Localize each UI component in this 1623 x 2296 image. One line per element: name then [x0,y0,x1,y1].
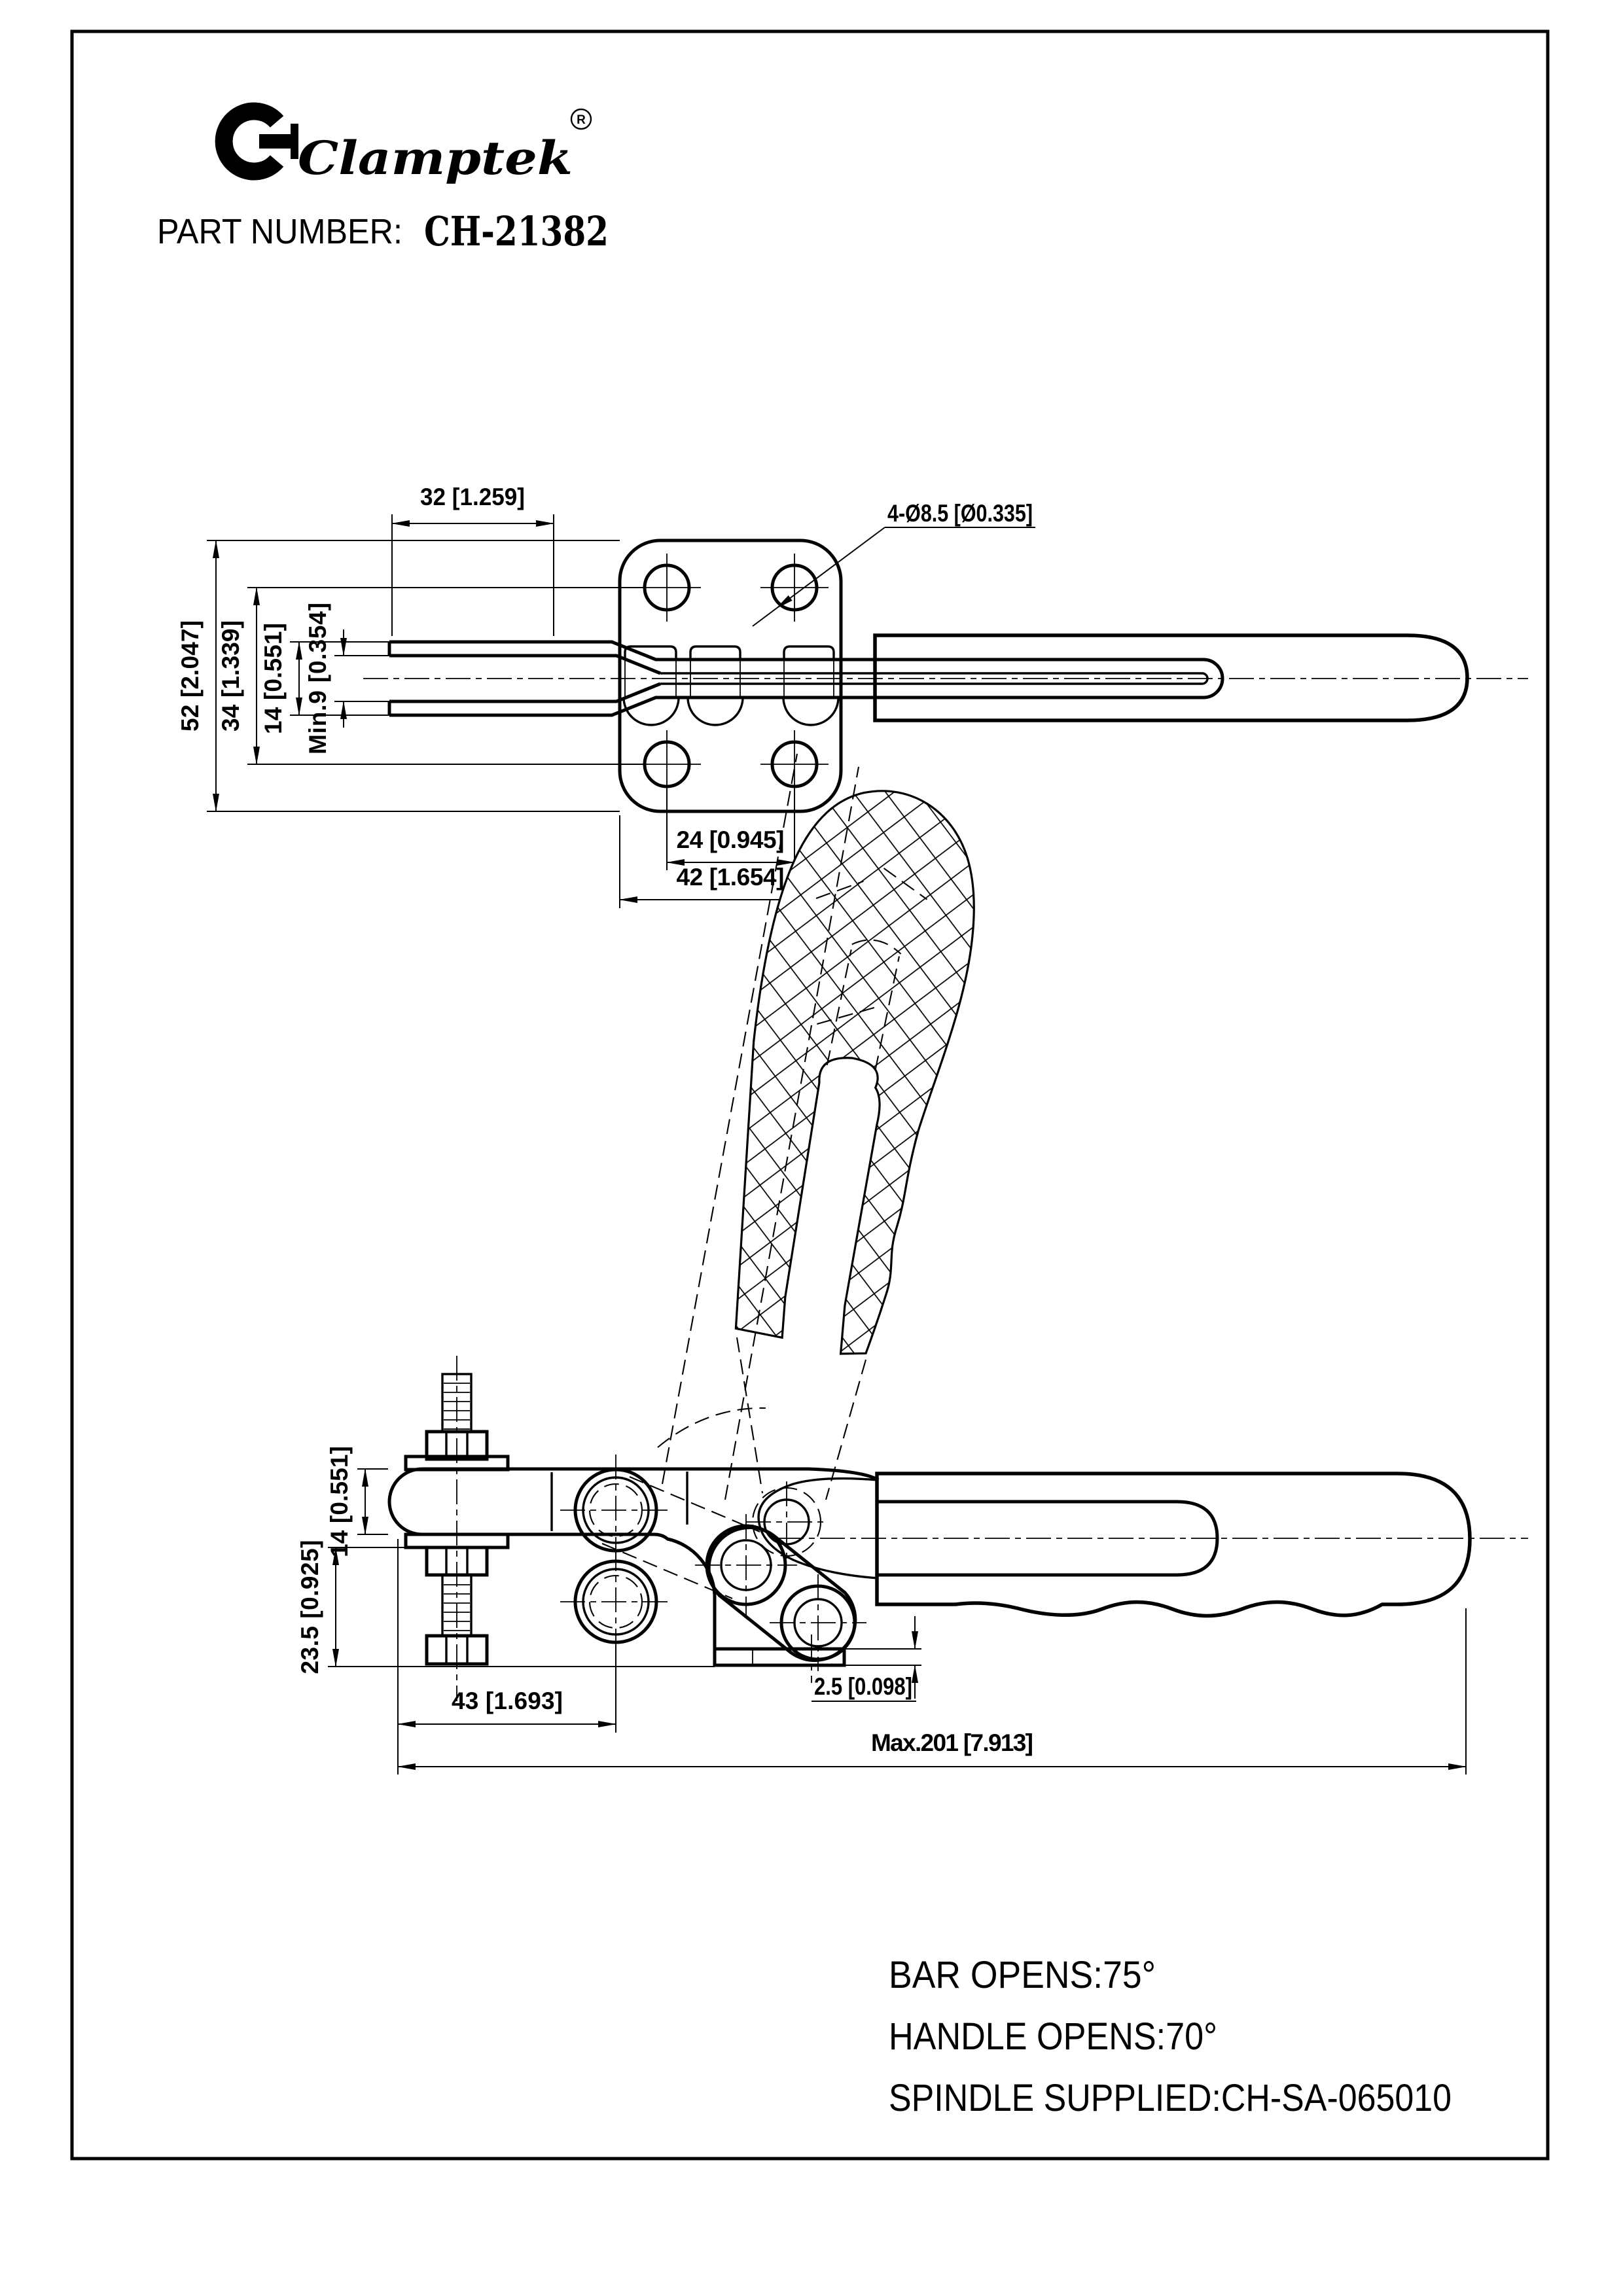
dim-14-top: 14 [0.551] [260,623,287,734]
dim-23-5: 23.5 [0.925] [296,1540,323,1674]
dim-32: 32 [1.259] [420,484,525,510]
part-number-label: PART NUMBER: [157,212,402,251]
note-bar-opens: BAR OPENS:75° [889,1954,1156,1996]
part-number-value: CH-21382 [424,207,609,255]
brand-text: Clamptek [298,131,573,185]
dim-24: 24 [0.945] [676,826,785,853]
dim-max-201: Max.201 [7.913] [871,1729,1033,1756]
dim-min9: Min.9 [0.354] [304,603,331,754]
dim-holes: 4-Ø8.5 [Ø0.335] [887,500,1033,527]
registered-mark: R [577,113,586,127]
dim-14-side: 14 [0.551] [326,1446,353,1557]
note-spindle-supplied: SPINDLE SUPPLIED:CH-SA-065010 [889,2077,1452,2119]
dim-42: 42 [1.654] [676,864,785,891]
dim-34: 34 [1.339] [217,620,244,732]
note-handle-opens: HANDLE OPENS:70° [889,2015,1217,2058]
part-number-block [157,207,609,255]
dim-43: 43 [1.693] [452,1687,563,1714]
dim-2-5: 2.5 [0.098] [814,1673,912,1700]
dim-52: 52 [2.047] [177,620,204,732]
